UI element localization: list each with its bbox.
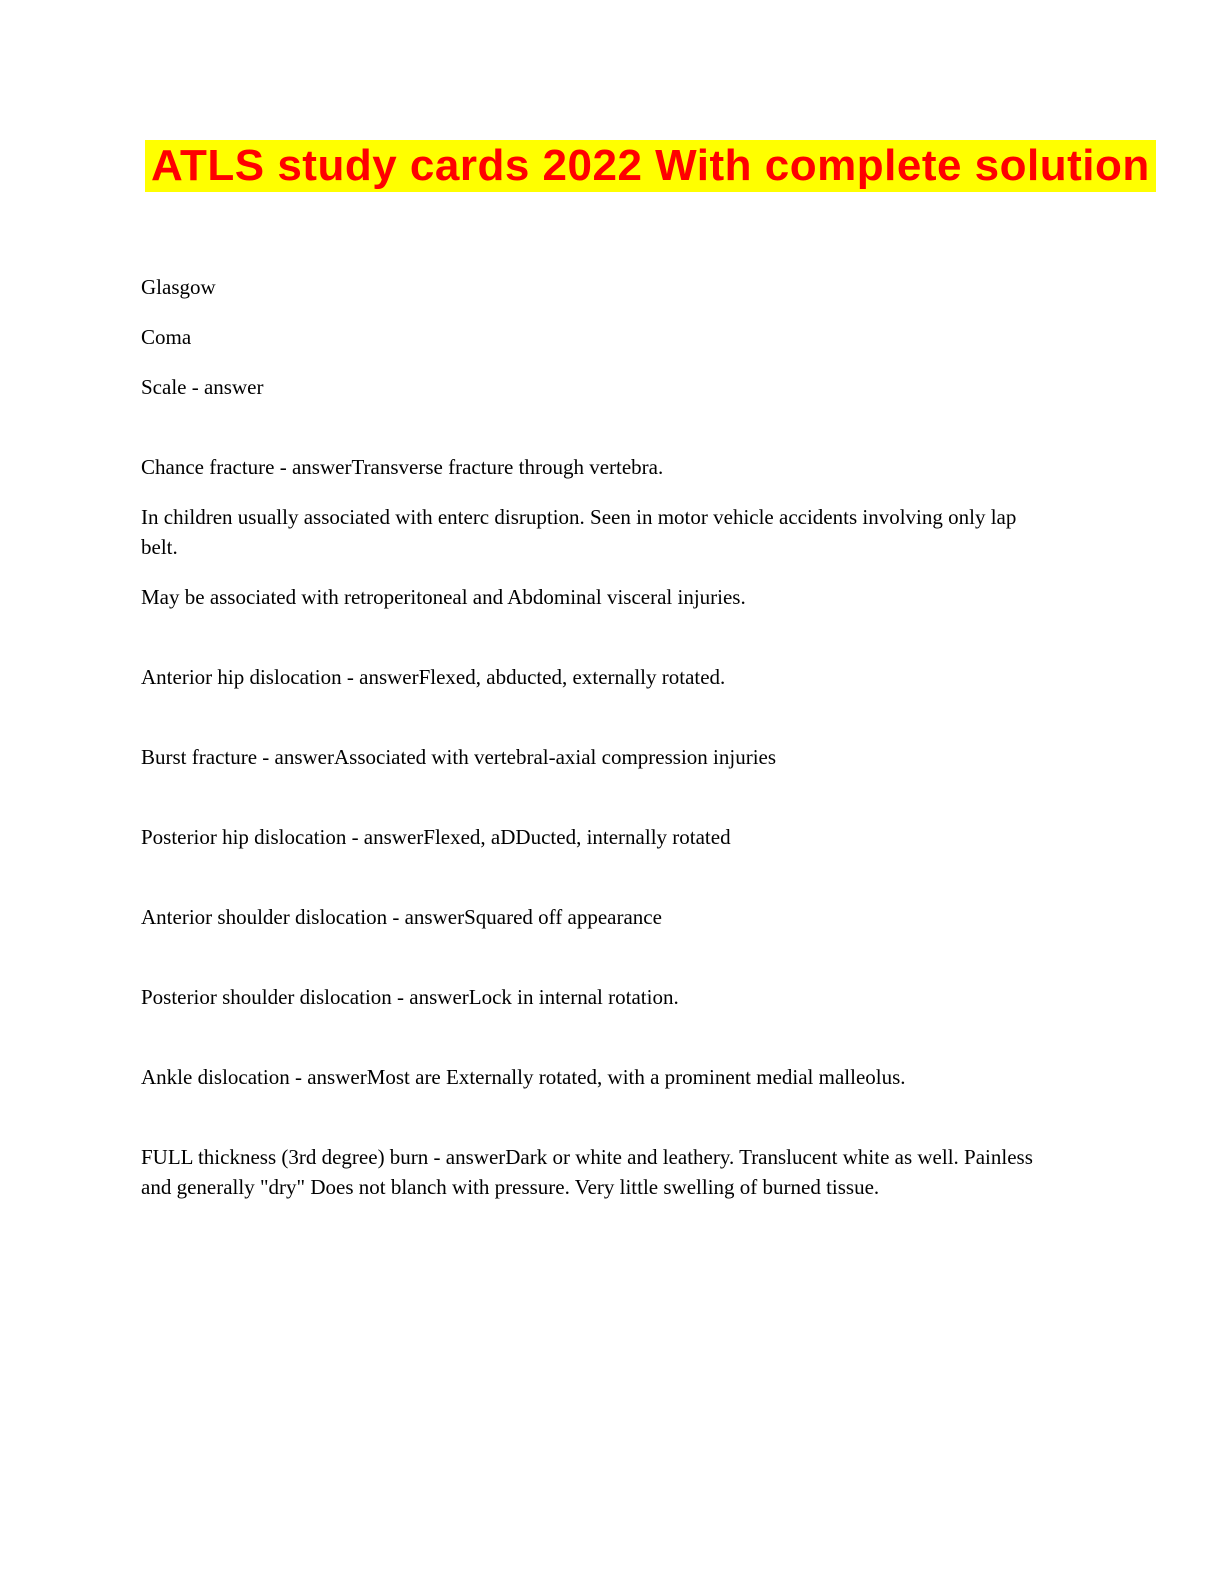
card-burst-fracture: Burst fracture - answerAssociated with vertebral-axial compression injuries	[141, 745, 777, 769]
paragraph-scale-answer: Scale - answer	[141, 375, 264, 399]
paragraph-glasgow: Glasgow	[141, 275, 216, 299]
card-anterior-hip-dislocation: Anterior hip dislocation - answerFlexed, abducted, externally rotated.	[141, 665, 726, 689]
page-title: ATLS study cards 2022 With complete solution	[145, 140, 1156, 192]
title-row	[0, 0, 1224, 192]
card-chance-fracture-detail-1: In children usually associated with enterc disruption. Seen in motor vehicle accidents involving only lap belt.	[141, 505, 1017, 559]
paragraph-coma: Coma	[141, 325, 192, 349]
card-posterior-hip-dislocation: Posterior hip dislocation - answerFlexed, aDDucted, internally rotated	[141, 825, 731, 849]
card-chance-fracture-detail-2: May be associated with retroperitoneal and Abdominal visceral injuries.	[141, 585, 746, 609]
document-body	[141, 272, 1053, 1202]
card-anterior-shoulder-dislocation: Anterior shoulder dislocation - answerSquared off appearance	[141, 905, 662, 929]
card-ankle-dislocation: Ankle dislocation - answerMost are Externally rotated, with a prominent medial malleolus.	[141, 1065, 906, 1089]
card-posterior-shoulder-dislocation: Posterior shoulder dislocation - answerLock in internal rotation.	[141, 985, 679, 1009]
card-full-thickness-burn: FULL thickness (3rd degree) burn - answerDark or white and leathery. Translucent white as well. Painless and generally "dry" Does not blanch with pressure. Very little swelling of burned tissue.	[141, 1145, 1033, 1199]
card-chance-fracture: Chance fracture - answerTransverse fracture through vertebra.	[141, 455, 664, 479]
